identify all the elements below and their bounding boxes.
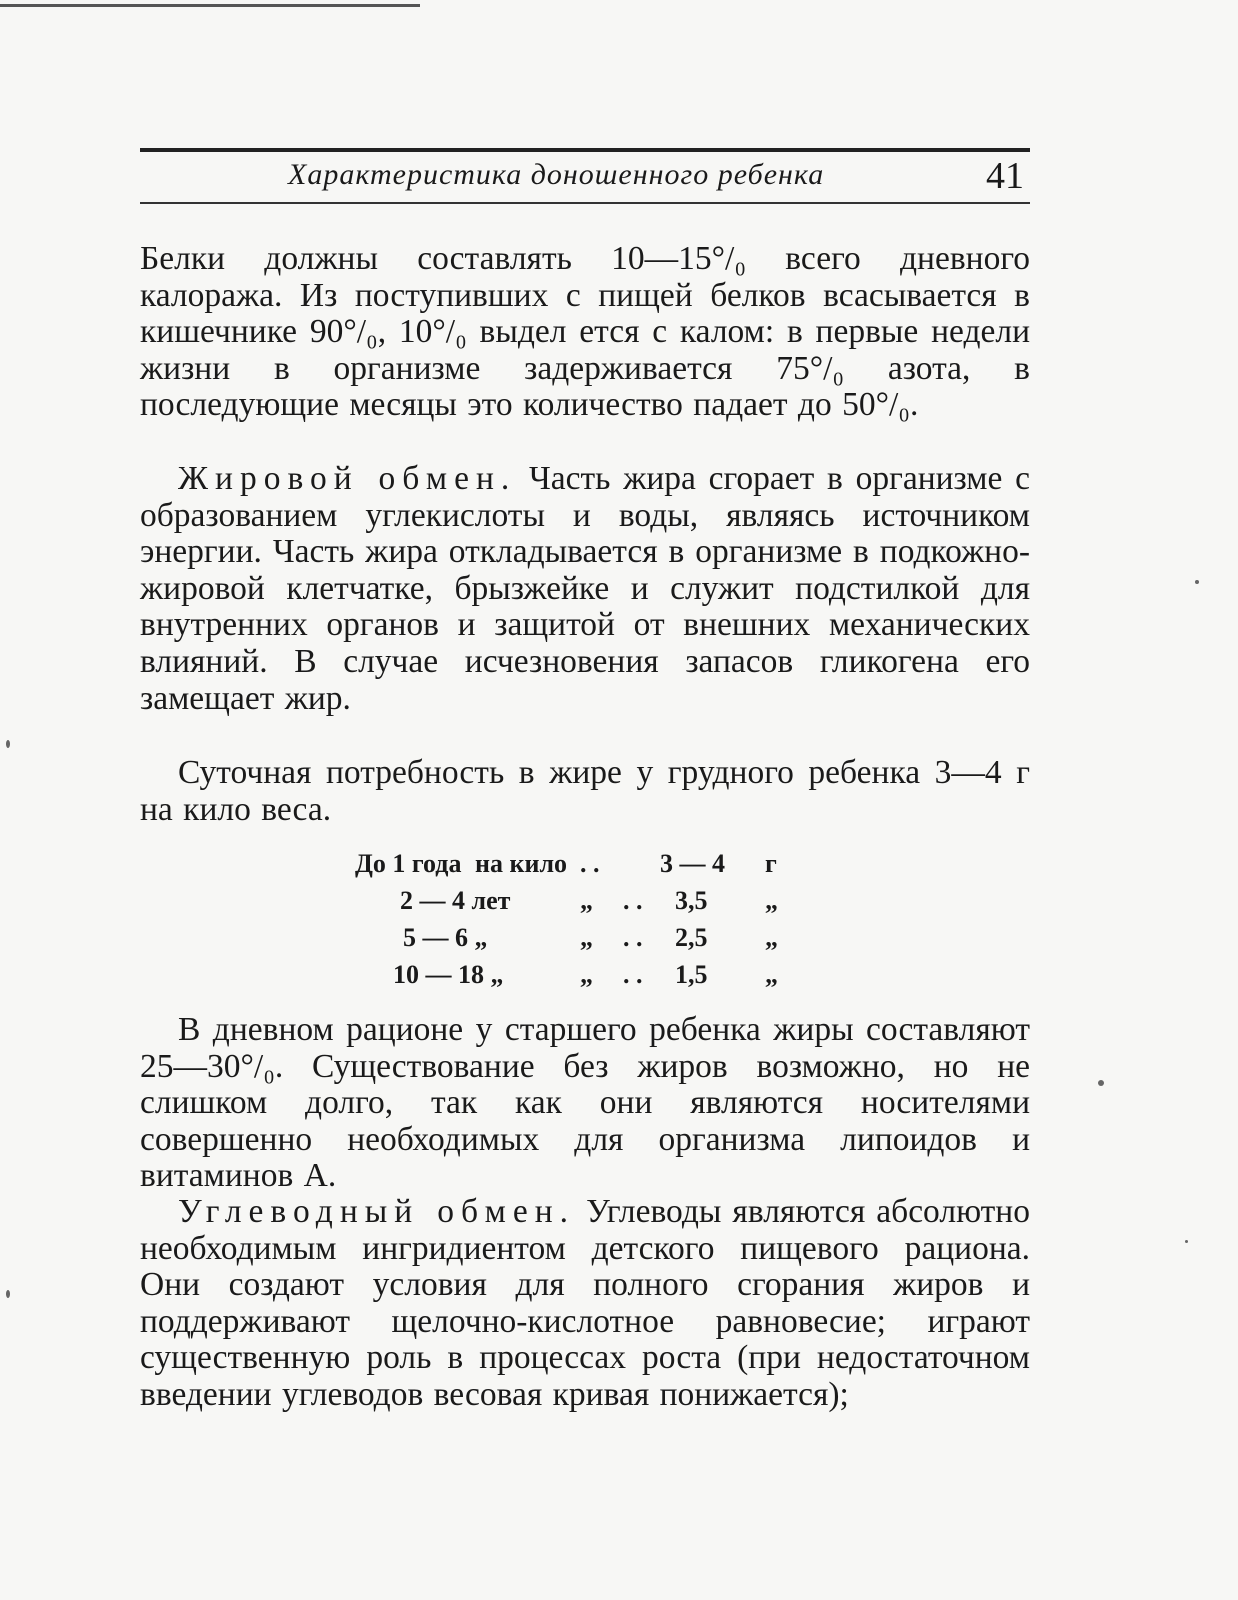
paragraph-fat-body: Часть жира сгорает в организме с образованием углекислоты и воды, являясь источником энергии. Часть жира откладывается в организме в подкожно-жировой клетчатке, брызжейке и служит подстилкой для внутренних органов и защитой от внешних механических влияний. В случае исчезновения запасов гликогена его замещает жир. (140, 460, 1030, 717)
table-cell-dots: . . (580, 849, 600, 878)
table-cell-value: 2,5 (675, 923, 708, 952)
table-cell-measure: г (765, 849, 777, 878)
scan-speck (6, 740, 10, 748)
section-heading-fat: Жировой обмен. (178, 460, 517, 497)
header-rule-bottom (140, 202, 1030, 204)
scan-speck (1195, 580, 1199, 584)
scan-speck (1098, 1080, 1104, 1086)
scan-speck (1185, 1240, 1188, 1243)
table-cell-unit: на кило (475, 849, 568, 878)
table-cell-age: 10 — 18 „ (393, 960, 504, 989)
paragraph-proteins: Белки должны составлять 10—15°/₀ всего дневного калоража. Из поступивших с пищей белков всасывается в кишечнике 90°/₀, 10°/₀ выдел ется с калом: в первые недели жизни в организме задерживается 75°/₀ азота, в последующие месяцы это количество падает до 50°/₀. (140, 240, 1030, 424)
table-cell-dots: . . (623, 923, 643, 952)
running-header (140, 152, 1030, 202)
table-cell-value: 3 — 4 (660, 849, 725, 878)
scan-edge-mark (0, 4, 420, 7)
paragraph-fat-requirement: Суточная потребность в жире у грудного ребенка 3—4 г на кило веса. (140, 754, 1030, 828)
table-cell-measure: „ (765, 923, 778, 952)
table-cell-unit: „ (580, 886, 593, 915)
table-cell-measure: „ (765, 886, 778, 915)
table-cell-dots: . . (623, 886, 643, 915)
table-cell-dots: . . (623, 960, 643, 989)
table-cell-unit: „ (580, 923, 593, 952)
table-cell-value: 3,5 (675, 886, 708, 915)
table-cell-value: 1,5 (675, 960, 708, 989)
scan-speck (6, 1290, 10, 1298)
paragraph-carbohydrate-metabolism (140, 1194, 1030, 1414)
section-heading-carbohydrate: Углеводный обмен. (178, 1193, 576, 1230)
page-number: 41 (986, 155, 1024, 197)
table-cell-age: 2 — 4 лет (400, 886, 511, 915)
table-cell-age: 5 — 6 „ (403, 923, 488, 952)
paragraph-carbohydrate-body: Углеводы являются абсолютно необходимым ингридиентом детского пищевого рациона. Они создают условия для полного сгорания жиров и поддерживают щелочно-кислотное равновесие; играют существенную роль в процессах роста (при недостаточном введении углеводов весовая кривая понижается); (140, 1193, 1030, 1413)
table-cell-unit: „ (580, 960, 593, 989)
paragraph-fat-metabolism (140, 461, 1030, 717)
paragraph-fat-in-diet: В дневном рационе у старшего ребенка жиры составляют 25—30°/₀. Существование без жиров возможно, но не слишком долго, так как они являются носителями совершенно необходимых для организма липоидов и витаминов А. (140, 1011, 1030, 1195)
running-title: Характеристика доношенного ребенка (288, 158, 825, 191)
table-cell-age: До 1 года (355, 849, 462, 878)
table-cell-measure: „ (765, 960, 778, 989)
